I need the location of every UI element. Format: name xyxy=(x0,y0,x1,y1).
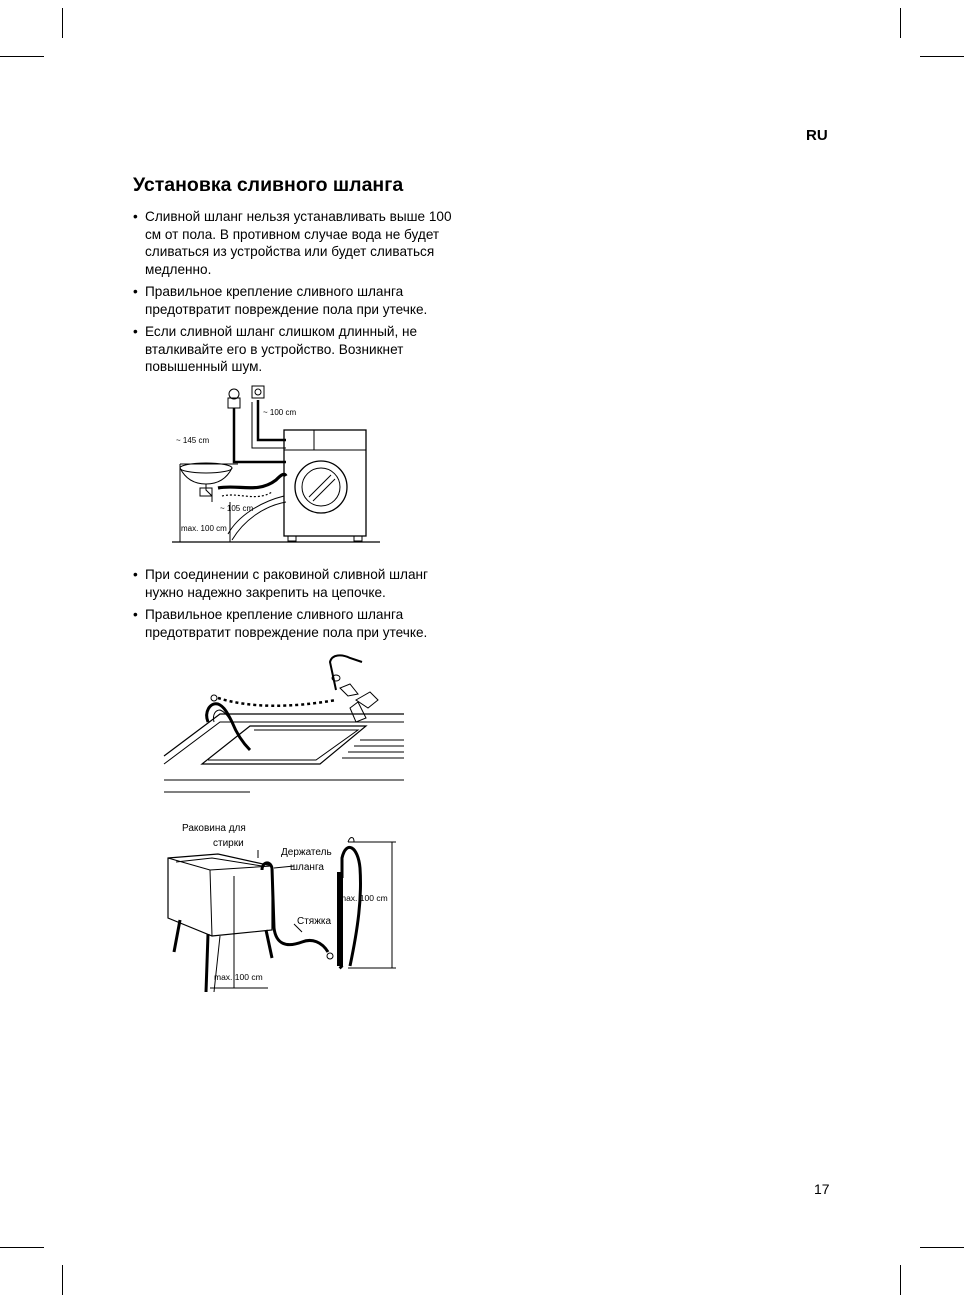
language-label: RU xyxy=(806,127,828,144)
list-item xyxy=(133,283,463,318)
list-item-text: При соединении с раковиной сливной шланг нужно надежно закрепить на цепочке. xyxy=(145,567,428,600)
bullet-icon: • xyxy=(133,284,138,299)
figure-label: Держатель xyxy=(281,847,332,858)
list-item-text: Если сливной шланг слишком длинный, не вталкивайте его в устройство. Возникнет повышенный шум. xyxy=(145,324,418,374)
crop-mark xyxy=(0,1247,44,1248)
crop-mark xyxy=(900,8,901,38)
drain-height-figure xyxy=(168,384,388,546)
dimension-label: max. 100 cm xyxy=(214,972,263,982)
dimension-label: ~ 105 cm xyxy=(220,504,254,513)
crop-mark xyxy=(62,8,63,38)
sink-chain-figure xyxy=(160,652,406,796)
bullet-icon: • xyxy=(133,324,138,339)
list-item-text: Сливной шланг нельзя устанавливать выше 100 см от пола. В противном случае вода не будет сливаться из устройства или будет сливаться медленно. xyxy=(145,209,452,277)
crop-mark xyxy=(920,56,964,57)
section-title: Установка сливного шланга xyxy=(133,174,404,196)
list-item xyxy=(133,323,463,376)
crop-mark xyxy=(62,1265,63,1295)
dimension-label: max. 100 cm xyxy=(181,524,227,533)
list-item xyxy=(133,208,463,278)
crop-mark xyxy=(920,1247,964,1248)
laundry-sink-figure xyxy=(162,818,406,998)
bullet-icon: • xyxy=(133,209,138,224)
figure-label: стирки xyxy=(213,838,244,849)
figure-label: Стяжка xyxy=(297,916,332,927)
list-item-text: Правильное крепление сливного шланга предотвратит повреждение пола при утечке. xyxy=(145,284,428,317)
bullet-icon: • xyxy=(133,607,138,622)
bullet-list-bottom xyxy=(133,566,463,646)
dimension-label: ~ 145 cm xyxy=(176,436,210,445)
crop-mark xyxy=(0,56,44,57)
dimension-label: max. 100 cm xyxy=(339,893,388,903)
dimension-label: ~ 100 cm xyxy=(263,408,297,417)
figure-label: шланга xyxy=(290,862,324,873)
list-item xyxy=(133,606,463,641)
page-number: 17 xyxy=(814,1181,830,1197)
figure-label: Раковина для xyxy=(182,823,246,834)
list-item xyxy=(133,566,463,601)
list-item-text: Правильное крепление сливного шланга предотвратит повреждение пола при утечке. xyxy=(145,607,428,640)
bullet-icon: • xyxy=(133,567,138,582)
crop-mark xyxy=(900,1265,901,1295)
bullet-list-top xyxy=(133,208,463,381)
